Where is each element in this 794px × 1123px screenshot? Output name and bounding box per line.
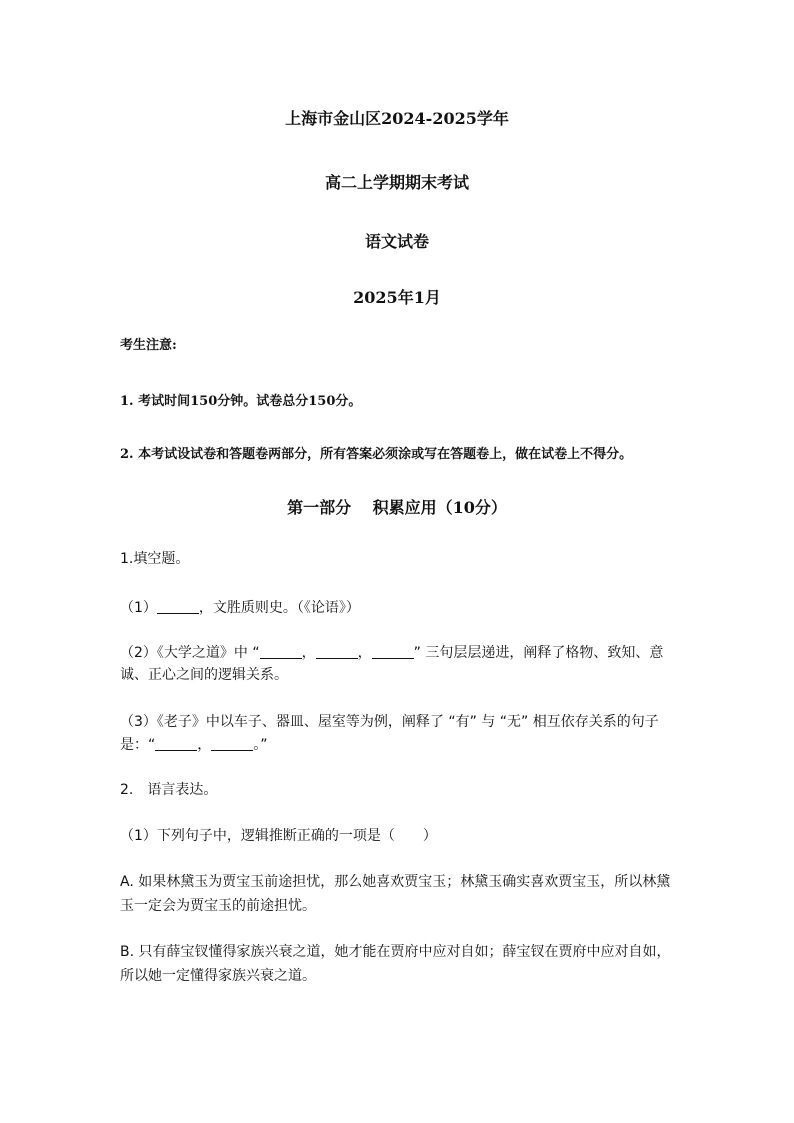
- question-1-item-2-continued: 诚、正心之间的逻辑关系。: [120, 667, 288, 683]
- answer-blank: [211, 736, 253, 751]
- exam-date: 2025年1月: [353, 288, 441, 307]
- notice-heading: 考生注意:: [120, 338, 177, 353]
- option-b-line-2: 所以她一定懂得家族兴衰之道。: [120, 968, 316, 984]
- exam-subject-title: 语文试卷: [364, 232, 429, 251]
- item-prefix: （1）: [120, 600, 157, 616]
- item-text: 。”: [253, 737, 268, 753]
- question-2-item-1: （1）下列句子中，逻辑推断正确的一项是（ ）: [120, 828, 437, 844]
- separator: ，: [357, 645, 372, 661]
- item-prefix: 是：“: [120, 737, 156, 753]
- question-1-title: 1.填空题。: [120, 551, 190, 567]
- option-a-line-1: A. 如果林黛玉为贾宝玉前途担忧，那么她喜欢贾宝玉；林黛玉确实喜欢贾宝玉，所以林黛: [120, 874, 671, 890]
- exam-title-line2: 高二上学期期末考试: [324, 173, 469, 192]
- option-a-line-2: 玉一定会为贾宝玉的前途担忧。: [120, 898, 316, 914]
- exam-title-line1: 上海市金山区2024-2025学年: [285, 109, 509, 128]
- answer-blank: [157, 599, 199, 614]
- notice-item-1: 1. 考试时间150分钟。试卷总分150分。: [120, 394, 362, 409]
- question-1-item-2: [120, 642, 663, 662]
- separator: ，: [301, 645, 316, 661]
- section-title: 第一部分 积累应用（10分）: [287, 498, 507, 517]
- question-1-item-3-continued: [120, 734, 268, 754]
- answer-blank: [155, 736, 197, 751]
- question-1-item-1: [120, 597, 360, 617]
- notice-item-2: 2. 本考试设试卷和答题卷两部分，所有答案必须涂或写在答题卷上，做在试卷上不得分。: [120, 447, 633, 462]
- item-text: ，文胜质则史。（《论语》）: [198, 600, 360, 616]
- answer-blank: [260, 644, 302, 659]
- separator: ，: [197, 737, 212, 753]
- option-b-line-1: B. 只有薛宝钗懂得家族兴衰之道，她才能在贾府中应对自如；薛宝钗在贾府中应对自如，: [120, 944, 671, 960]
- item-text: ” 三句层层递进，阐释了格物、致知、意: [413, 645, 664, 661]
- question-2-title: 2. 语言表达。: [120, 782, 218, 798]
- question-1-item-3: （3）《老子》中以车子、器皿、屋室等为例，阐释了 “有” 与 “无” 相互依存关系的句子: [120, 714, 659, 730]
- item-prefix: （2）《大学之道》中 “: [120, 645, 260, 661]
- answer-blank: [372, 644, 414, 659]
- answer-blank: [316, 644, 358, 659]
